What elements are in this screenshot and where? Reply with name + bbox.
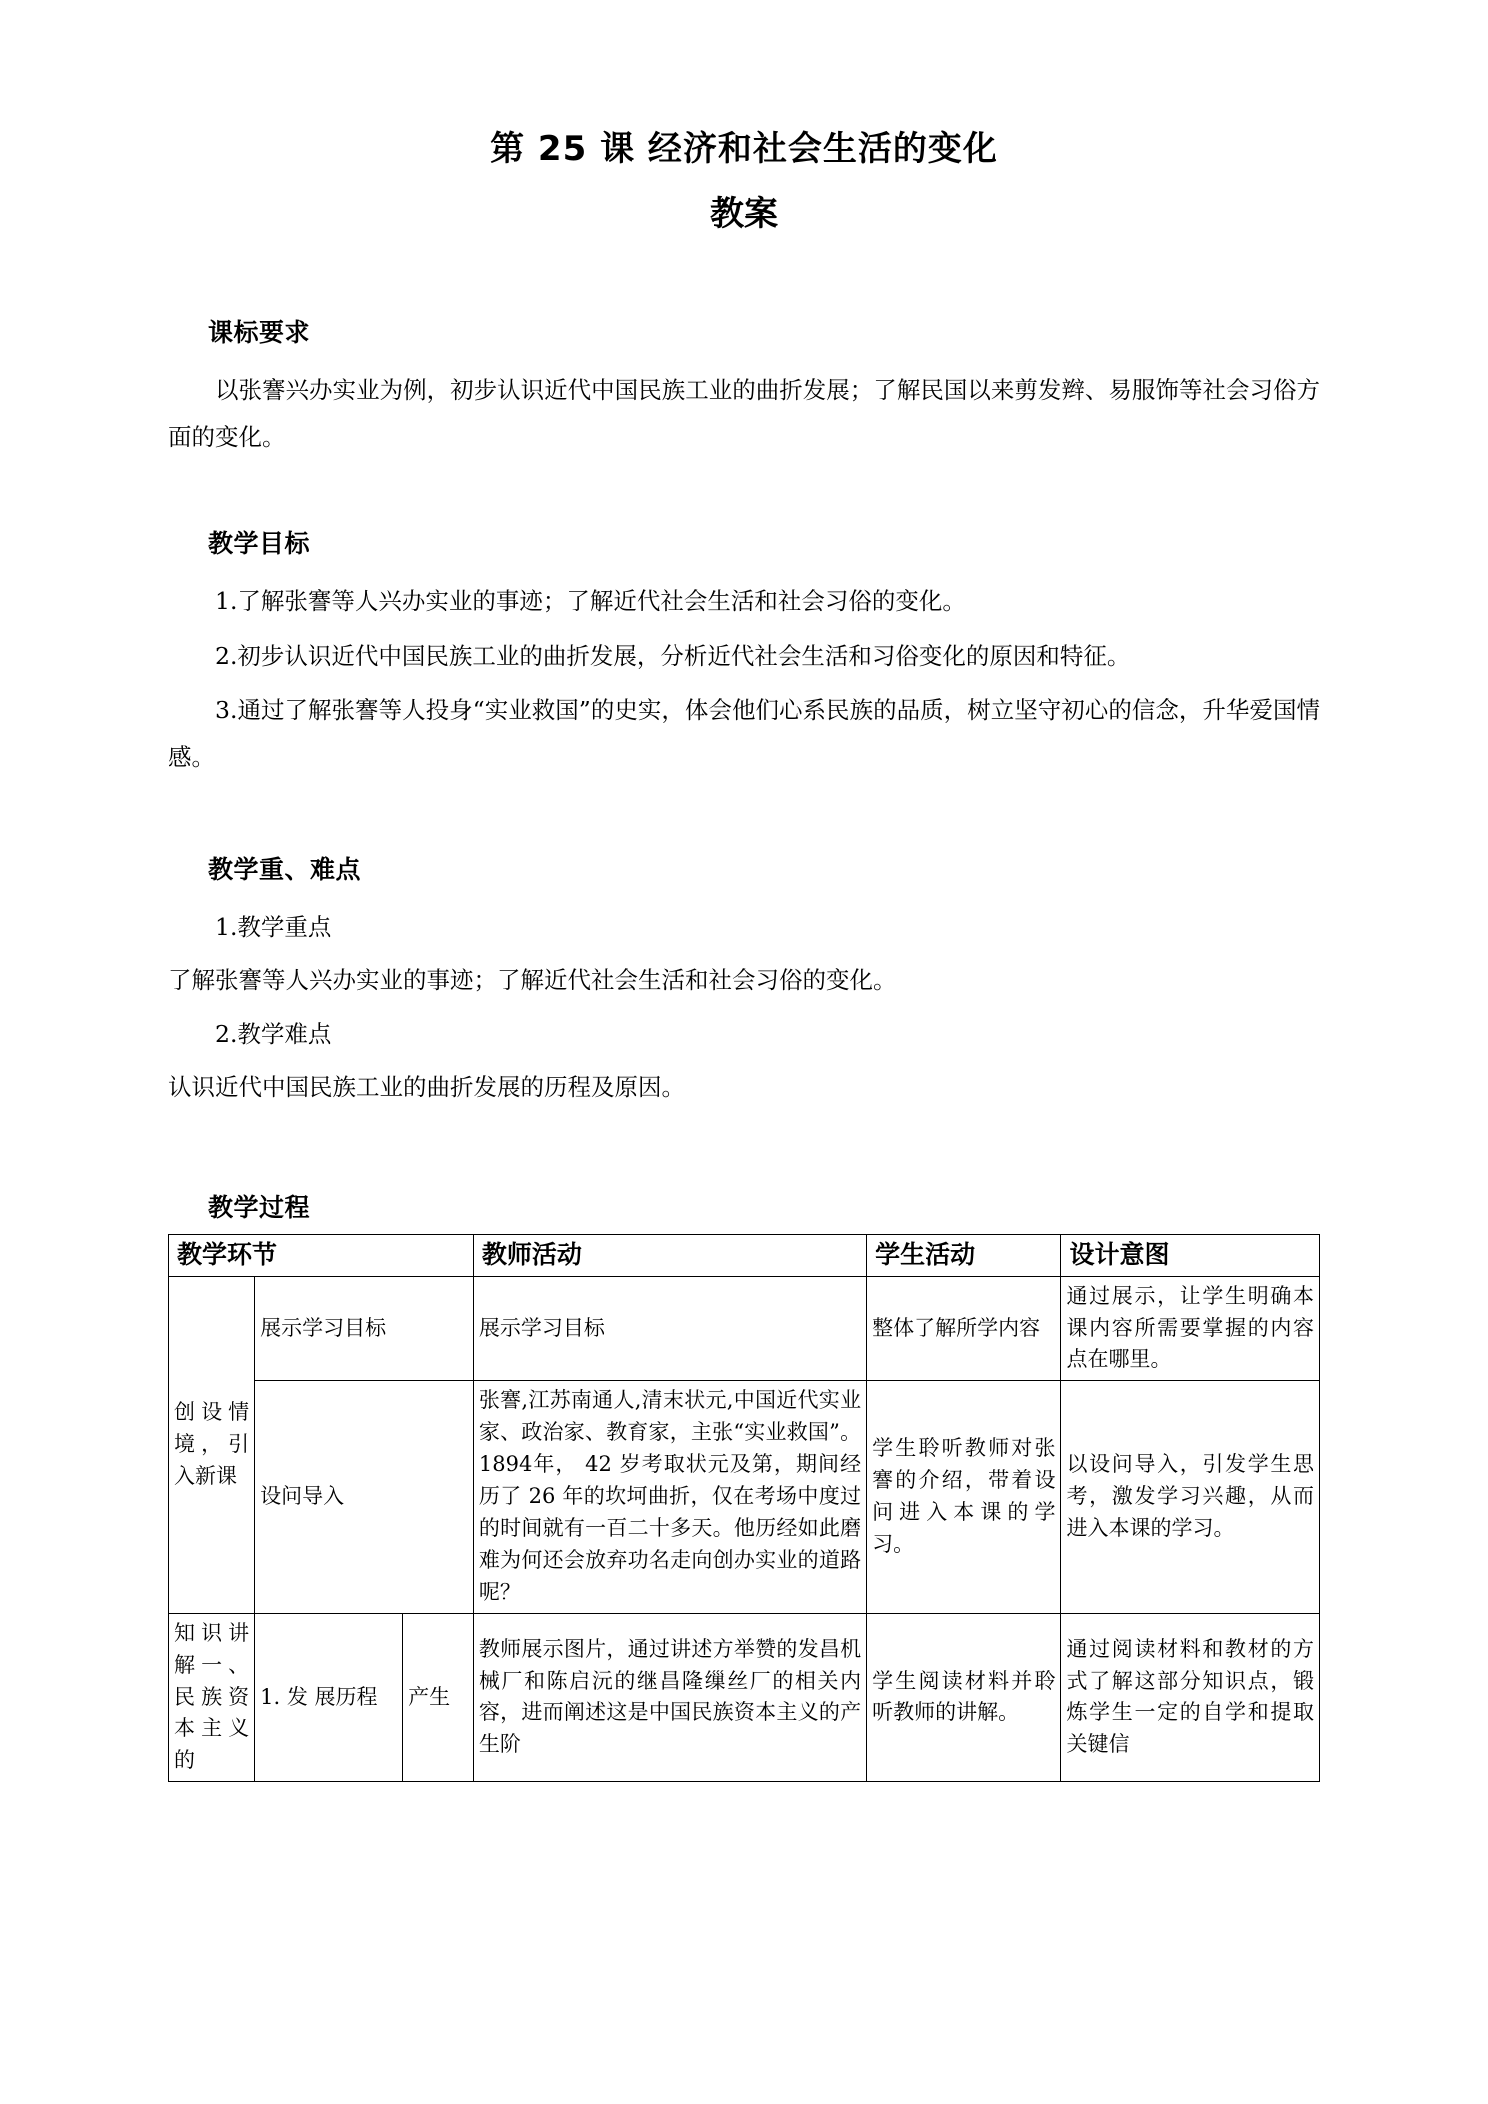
cell-teacher-1: 展示学习目标	[473, 1276, 866, 1381]
table-row	[169, 1381, 1320, 1613]
cell-intent-2: 以设问导入，引发学生思考，激发学习兴趣，从而进入本课的学习。	[1061, 1381, 1320, 1613]
cell-stage-3: 知识讲解一、民族资本主义的	[169, 1613, 255, 1782]
objective-item-3: 3.通过了解张謇等人投身“实业救国”的史实，体会他们心系民族的品质，树立坚守初心的信念，升华爱国情感。	[168, 696, 1320, 771]
page-title: 第 25 课 经济和社会生活的变化	[490, 129, 998, 169]
cell-substage2-3: 产生	[403, 1613, 474, 1782]
cell-substage-3: 1. 发 展历程	[255, 1613, 403, 1782]
cell-student-2: 学生聆听教师对张謇的介绍，带着设问进入本课的学习。	[867, 1381, 1061, 1613]
table-header-row	[169, 1235, 1320, 1277]
key-point-text: 了解张謇等人兴办实业的事迹；了解近代社会生活和社会习俗的变化。	[168, 965, 897, 994]
table-header-student: 学生活动	[867, 1235, 1061, 1277]
table-row	[169, 1276, 1320, 1381]
cell-teacher-2: 张謇,江苏南通人,清末状元,中国近代实业家、政治家、教育家，主张“实业救国”。1894年， 42 岁考取状元及第，期间经历了 26 年的坎坷曲折，仅在考场中度过的时间就有一百二十多天。他历经如此磨难为何还会放弃功名走向创办实业的道路呢？	[473, 1381, 866, 1613]
section-heading-key-difficult: 教学重、难点	[208, 855, 362, 885]
table-header-intent: 设计意图	[1061, 1235, 1320, 1277]
cell-intent-3: 通过阅读材料和教材的方式了解这部分知识点，锻炼学生一定的自学和提取关键信	[1061, 1613, 1320, 1782]
table-row	[169, 1613, 1320, 1782]
cell-student-1: 整体了解所学内容	[867, 1276, 1061, 1381]
document-content	[168, 0, 1320, 1782]
teaching-process-table	[168, 1234, 1320, 1782]
key-point-label: 1.教学重点	[215, 913, 332, 942]
table-header-stage: 教学环节	[169, 1235, 474, 1277]
cell-stage-1: 创设情境，引入新课	[169, 1276, 255, 1613]
cell-student-3: 学生阅读材料并聆听教师的讲解。	[867, 1613, 1061, 1782]
cell-substage-1: 展示学习目标	[255, 1276, 474, 1381]
difficult-point-label: 2.教学难点	[215, 1020, 332, 1049]
section-heading-standard: 课标要求	[208, 318, 311, 347]
cell-intent-1: 通过展示，让学生明确本课内容所需要掌握的内容点在哪里。	[1061, 1276, 1320, 1381]
cell-teacher-3: 教师展示图片，通过讲述方举赞的发昌机械厂和陈启沅的继昌隆缫丝厂的相关内容，进而阐述这是中国民族资本主义的产生阶	[473, 1613, 866, 1782]
standard-paragraph: 以张謇兴办实业为例，初步认识近代中国民族工业的曲折发展；了解民国以来剪发辫、易服饰等社会习俗方面的变化。	[168, 376, 1320, 451]
difficult-point-text: 认识近代中国民族工业的曲折发展的历程及原因。	[168, 1072, 685, 1101]
objective-item-2: 2.初步认识近代中国民族工业的曲折发展，分析近代社会生活和习俗变化的原因和特征。	[215, 641, 1131, 670]
cell-substage-2: 设问导入	[255, 1381, 474, 1613]
table-header-teacher: 教师活动	[473, 1235, 866, 1277]
page-subtitle: 教案	[710, 193, 778, 234]
section-heading-process: 教学过程	[208, 1193, 311, 1223]
objective-item-1: 1.了解张謇等人兴办实业的事迹；了解近代社会生活和社会习俗的变化。	[215, 587, 966, 616]
section-heading-objectives: 教学目标	[208, 529, 311, 559]
